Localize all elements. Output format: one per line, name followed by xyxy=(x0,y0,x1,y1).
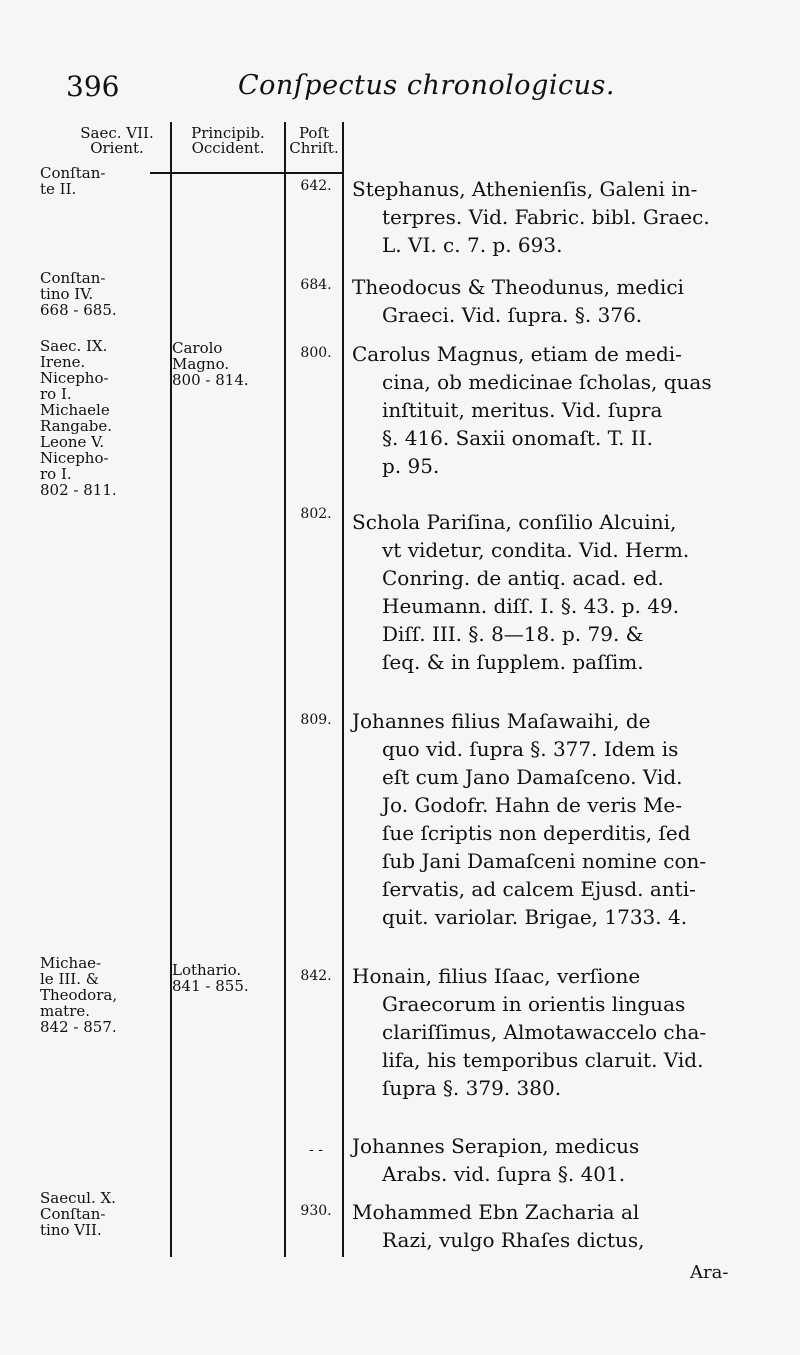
row3-col2: Carolo Magno. 800 - 814. xyxy=(172,339,249,389)
row8-col1: Saecul. X. Conſtan- tino VII. xyxy=(40,1189,116,1239)
column-header-post-christ: Poſt Chriſt. xyxy=(289,124,339,157)
row8-entry: Mohammed Ebn Zacharia al Razi, vulgo Rhaſes dictus, xyxy=(352,1200,645,1252)
row6-entry: Honain, filius Iſaac, verſione Graecorum in orientis linguas clariſſimus, Almotawaccelo cha- lifa, his temporibus claruit. Vid. ſupra §. 379. 380. xyxy=(352,964,707,1100)
row6-col2: Lothario. 841 - 855. xyxy=(172,961,249,995)
page-title: Conſpectus chronologicus. xyxy=(238,70,615,101)
row4-entry: Schola Pariſina, conſilio Alcuini, vt videtur, condita. Vid. Herm. Conring. de antiq. acad. ed. Heumann. diſſ. I. §. 43. p. 49. Diſſ. III. §. 8—18. p. 79. & ſeq. & in ſupplem. paſſim. xyxy=(352,510,690,674)
row1-col1: Conſtan- te II. xyxy=(40,164,106,198)
row5-year: 809. xyxy=(300,712,332,728)
row2-entry: Theodocus & Theodunus, medici Graeci. Vid. ſupra. §. 376. xyxy=(352,275,684,327)
row7-entry: Johannes Serapion, medicus Arabs. vid. ſupra §. 401. xyxy=(352,1134,640,1186)
row4-year: 802. xyxy=(300,506,332,522)
row6-col1: Michae- le III. & Theodora, matre. 842 - 857. xyxy=(40,954,118,1036)
column-header-occident: Principib. Occident. xyxy=(191,124,265,157)
column-rule-3 xyxy=(342,122,344,1257)
row3-entry: Carolus Magnus, etiam de medi- cina, ob medicinae ſcholas, quas inſtituit, meritus. Vid. ſupra §. 416. Saxii onomaſt. T. II. p. 95. xyxy=(352,342,712,478)
row3-col1: Saec. IX. Irene. Nicepho- ro I. Michaele Rangabe. Leone V. Nicepho- ro I. 802 - 811. xyxy=(40,337,117,499)
row8-year: 930. xyxy=(300,1203,332,1219)
row5-entry: Johannes filius Maſawaihi, de quo vid. ſupra §. 377. Idem is eſt cum Jano Damaſceno. Vid. Jo. Godofr. Hahn de veris Me- ſue ſcriptis non deperditis, ſed ſub Jani Damaſceni nomine con- ſervatis, ad calcem Ejusd. anti- quit. variolar. Brigae, 1733. 4. xyxy=(352,709,707,929)
page-number: 396 xyxy=(66,70,120,103)
row2-year: 684. xyxy=(300,277,332,293)
row6-year: 842. xyxy=(300,968,332,984)
catchword: Ara- xyxy=(690,1262,729,1283)
row3-year: 800. xyxy=(300,345,332,361)
column-rule-2 xyxy=(284,122,286,1257)
row1-year: 642. xyxy=(300,178,332,194)
row7-year: - - xyxy=(309,1142,323,1158)
row2-col1: Conſtan- tino IV. 668 - 685. xyxy=(40,269,117,319)
column-header-orient: Saec. VII. Orient. xyxy=(80,124,154,157)
row1-entry: Stephanus, Athenienſis, Galeni in- terpres. Vid. Fabric. bibl. Graec. L. VI. c. 7. p. 693. xyxy=(352,177,710,257)
